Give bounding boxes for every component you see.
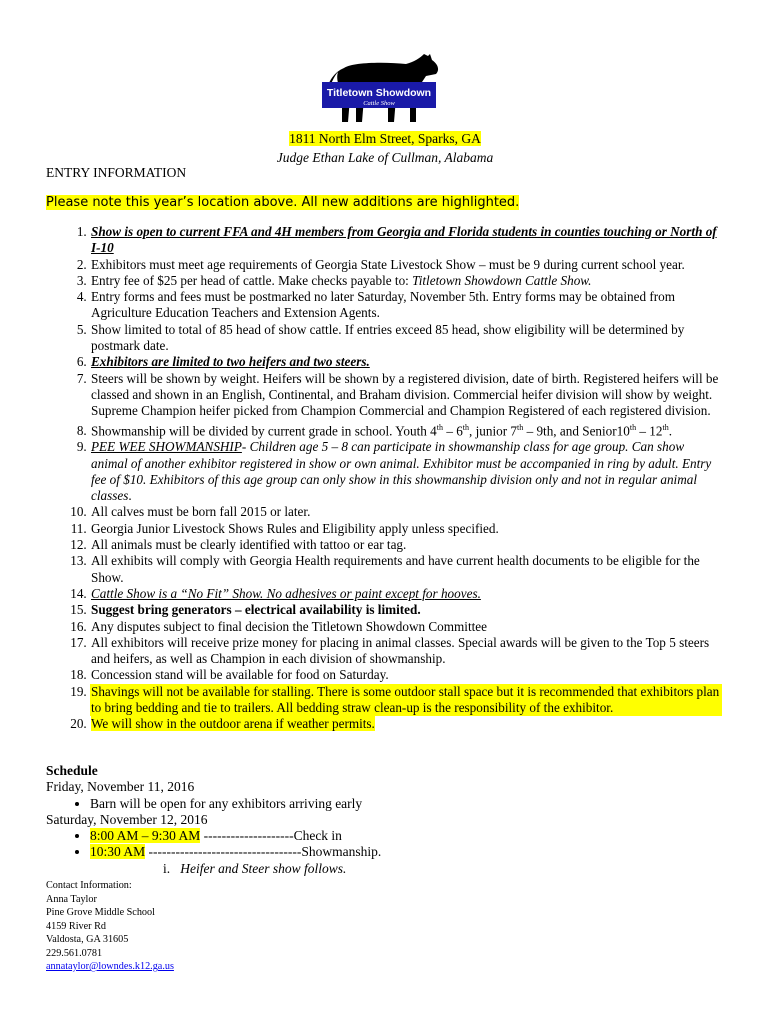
- contact-email-link[interactable]: annataylor@lowndes.k12.ga.us: [46, 961, 174, 972]
- contact-phone: 229.561.0781: [46, 947, 103, 959]
- list-item: 8. Showmanship will be divided by current grade in school. Youth 4th – 6th, junior 7th – 9th, and Senior10th – 12th.: [90, 420, 722, 440]
- contact-block: [46, 879, 174, 974]
- list-item: 1. Show is open to current FFA and 4H members from Georgia and Florida students in counties touching or North of I-10: [90, 224, 722, 257]
- contact-org: Pine Grove Middle School: [46, 907, 155, 918]
- list-item: 9. PEE WEE SHOWMANSHIP- Children age 5 – 8 can participate in showmanship class for age group. Can show animal of another exhibitor registered in show or own animal. Exhibitor must be accompanied in ring by adult. Entry fee of $10. Exhibitors of this age group can only show in this showmanship division only and not in regular animal classes.: [90, 439, 722, 504]
- list-item: 16. Any disputes subject to final decision the Titletown Showdown Committee: [90, 619, 722, 635]
- logo-subtitle: Cattle Show: [363, 100, 395, 107]
- contact-name: Anna Taylor: [46, 893, 97, 905]
- schedule-section: [46, 763, 646, 877]
- list-item: 20. We will show in the outdoor arena if weather permits.: [90, 716, 722, 732]
- saturday-list: [46, 828, 646, 861]
- schedule-day-saturday: Saturday, November 12, 2016: [46, 811, 208, 827]
- list-item: 17. All exhibitors will receive prize money for placing in animal classes. Special awards will be given to the Top 5 steers and heifers, as well as Champion in each division of showmanship.: [90, 635, 722, 668]
- cow-silhouette-icon: [314, 52, 446, 128]
- list-item: • 10:30 AM ----------------------------------Showmanship.: [90, 844, 646, 860]
- list-item: 13. All exhibits will comply with Georgia Health requirements and have current health documents to be eligible for the Show.: [90, 553, 722, 586]
- list-item: 7. Steers will be shown by weight. Heifers will be shown by a registered division, date of birth. Registered heifers will be classed and shown in an English, Continental, and Braham division. Commercial heifer division will show by weight. Supreme Champion heifer picked from Champion Commercial and Champion Registered of each registered division.: [90, 371, 722, 420]
- list-item: 4. Entry forms and fees must be postmarked no later Saturday, November 5th. Entry forms may be obtained from Agriculture Education Teachers and Extension Agents.: [90, 289, 722, 322]
- list-item: • Barn will be open for any exhibitors arriving early: [90, 796, 646, 812]
- contact-street: 4159 River Rd: [46, 920, 106, 932]
- list-item: • 8:00 AM – 9:30 AM --------------------Check in: [90, 828, 646, 844]
- contact-heading: Contact Information:: [46, 880, 132, 891]
- rules-list: [46, 224, 722, 733]
- list-item: 6. Exhibitors are limited to two heifers and two steers.: [90, 354, 722, 370]
- schedule-heading: Schedule: [46, 763, 98, 778]
- friday-list: [46, 796, 646, 812]
- list-item: 2. Exhibitors must meet age requirements of Georgia State Livestock Show – must be 9 during current school year.: [90, 257, 722, 273]
- logo: [314, 52, 446, 128]
- list-item: 18. Concession stand will be available for food on Saturday.: [90, 667, 722, 683]
- schedule-subitem: i. Heifer and Steer show follows.: [163, 860, 347, 876]
- list-item: 5. Show limited to total of 85 head of show cattle. If entries exceed 85 head, show eligibility will be determined by postmark date.: [90, 322, 722, 355]
- schedule-day-friday: Friday, November 11, 2016: [46, 779, 195, 795]
- show-address: 1811 North Elm Street, Sparks, GA: [289, 131, 481, 146]
- list-item: 11. Georgia Junior Livestock Shows Rules and Eligibility apply unless specified.: [90, 521, 722, 537]
- list-item: 3. Entry fee of $25 per head of cattle. Make checks payable to: Titletown Showdown Cattle Show.: [90, 273, 722, 289]
- list-item: 19. Shavings will not be available for stalling. There is some outdoor stall space but it is recommended that exhibitors plan to bring bedding and tie to trailers. All bedding straw clean-up is the responsibility of the exhibitor.: [90, 684, 722, 717]
- list-item: 15. Suggest bring generators – electrical availability is limited.: [90, 602, 722, 618]
- location-note: Please note this year’s location above. All new additions are highlighted.: [46, 195, 520, 210]
- logo-title: Titletown Showdown: [326, 87, 432, 99]
- list-item: 10. All calves must be born fall 2015 or later.: [90, 504, 722, 520]
- list-item: 12. All animals must be clearly identified with tattoo or ear tag.: [90, 537, 722, 553]
- contact-city: Valdosta, GA 31605: [46, 934, 129, 945]
- list-item: 14. Cattle Show is a “No Fit” Show. No adhesives or paint except for hooves.: [90, 586, 722, 602]
- entry-info-heading: ENTRY INFORMATION: [46, 165, 187, 180]
- judge-line: Judge Ethan Lake of Cullman, Alabama: [276, 150, 494, 165]
